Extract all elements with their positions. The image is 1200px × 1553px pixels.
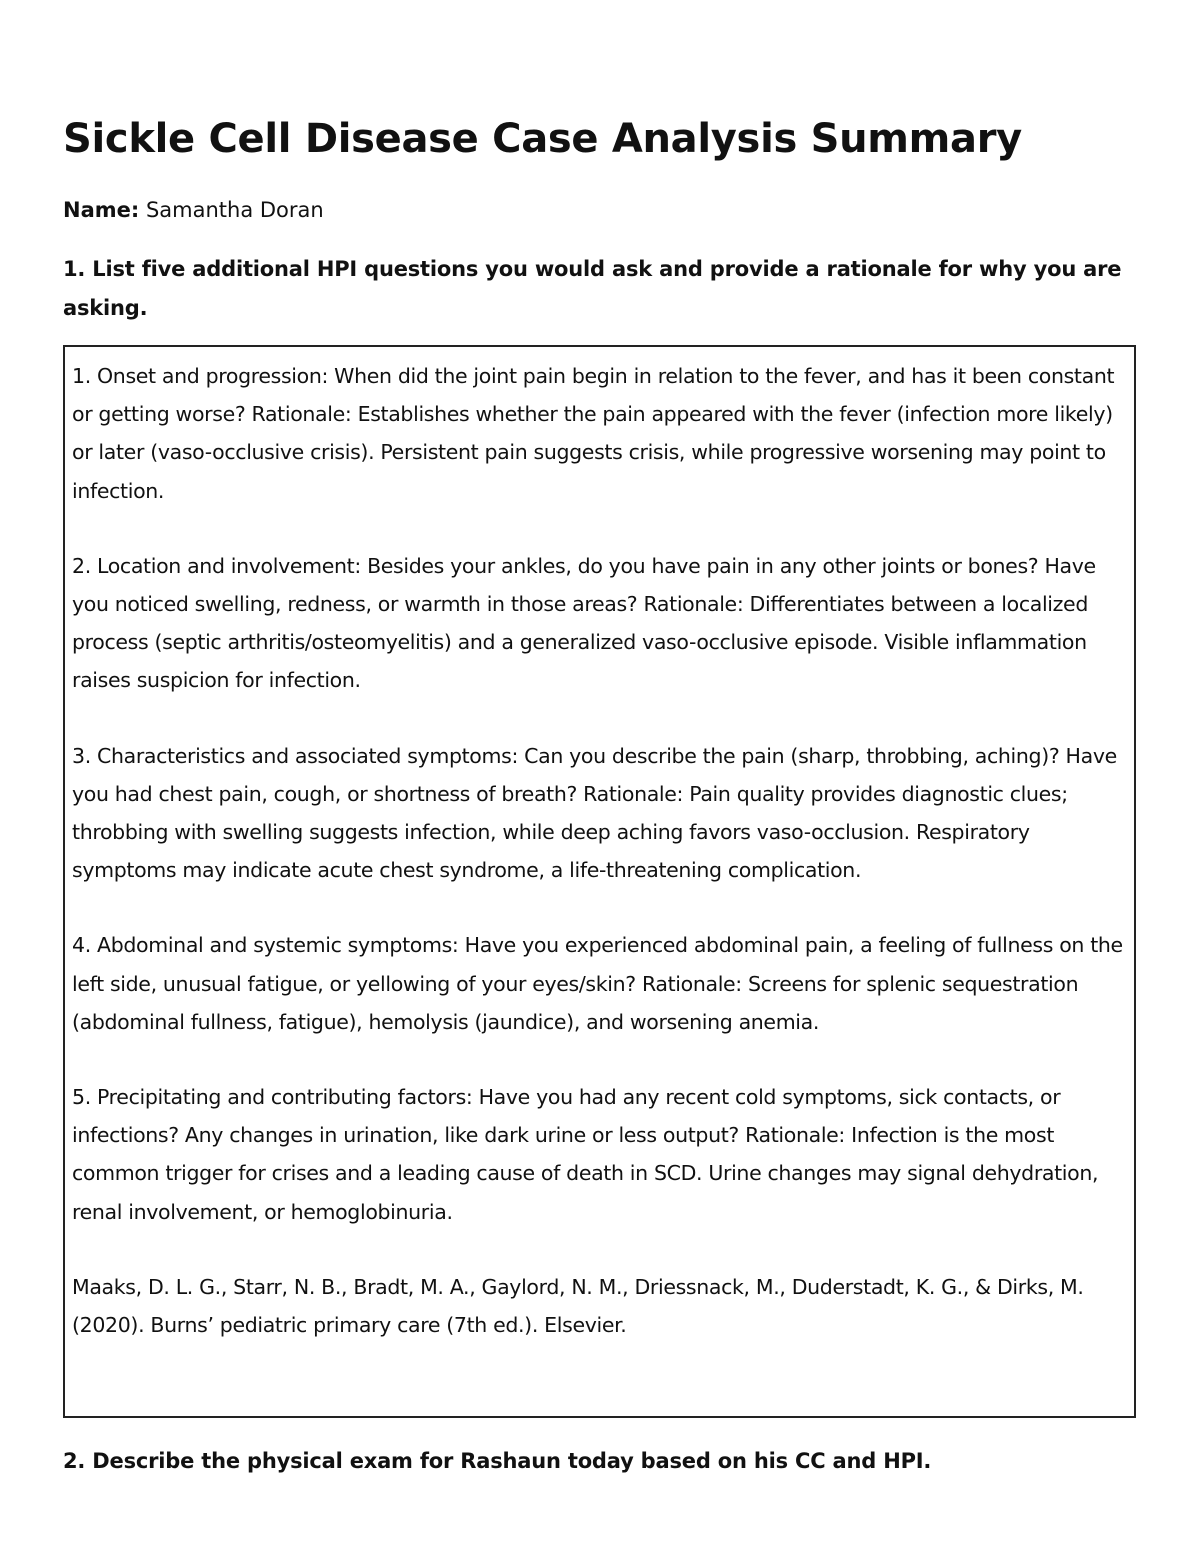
- name-value: Samantha Doran: [145, 198, 324, 222]
- answer-item-1: 1. Onset and progression: When did the joint pain begin in relation to the fever, and has it been constant or getting worse? Rationale: Establishes whether the pain appeared with the fever (infection more likely) or later (vaso-occlusive crisis). Persistent pain suggests crisis, while progressive worsening may point to infection.: [72, 364, 1115, 503]
- answer-box: [63, 345, 1136, 1418]
- answer-item-2: 2. Location and involvement: Besides your ankles, do you have pain in any other joints or bones? Have you noticed swelling, redness, or warmth in those areas? Rationale: Differentiates between a localized process (septic arthritis/osteomyelitis) and a generalized vaso-occlusive episode. Visible inflammation raises suspicion for infection.: [72, 553, 1096, 693]
- answer-item-5: 5. Precipitating and contributing factors: Have you had any recent cold symptoms, sick contacts, or infections? Any changes in urination, like dark urine or less output? Rationale: Infection is the most common trigger for crises and a leading cause of death in SCD. Urine changes may signal dehydration, renal involvement, or hemoglobinuria.: [72, 1085, 1099, 1224]
- answer-item-3: 3. Characteristics and associated symptoms: Can you describe the pain (sharp, throbbing, aching)? Have you had chest pain, cough, or shortness of breath? Rationale: Pain quality provides diagnostic clues; throbbing with swelling suggests infection, while deep aching favors vaso-occlusion. Respiratory symptoms may indicate acute chest syndrome, a life-threatening complication.: [72, 743, 1117, 883]
- answer-item-4: 4. Abdominal and systemic symptoms: Have you experienced abdominal pain, a feeling of fullness on the left side, unusual fatigue, or yellowing of your eyes/skin? Rationale: Screens for splenic sequestration (abdominal fullness, fatigue), hemolysis (jaundice), and worsening anemia.: [72, 933, 1123, 1034]
- name-label: Name:: [63, 198, 140, 222]
- question-1-heading: 1. List five additional HPI questions you would ask and provide a rationale for why you are asking.: [63, 257, 1122, 320]
- name-line: [63, 198, 324, 222]
- question-2-heading: 2. Describe the physical exam for Rashaun today based on his CC and HPI.: [63, 1449, 932, 1473]
- document-title: Sickle Cell Disease Case Analysis Summary: [63, 116, 1022, 162]
- reference-citation: Maaks, D. L. G., Starr, N. B., Bradt, M. A., Gaylord, N. M., Driessnack, M., Duderstadt, K. G., & Dirks, M. (2020). Burns’ pediatric primary care (7th ed.). Elsevier.: [72, 1274, 1084, 1338]
